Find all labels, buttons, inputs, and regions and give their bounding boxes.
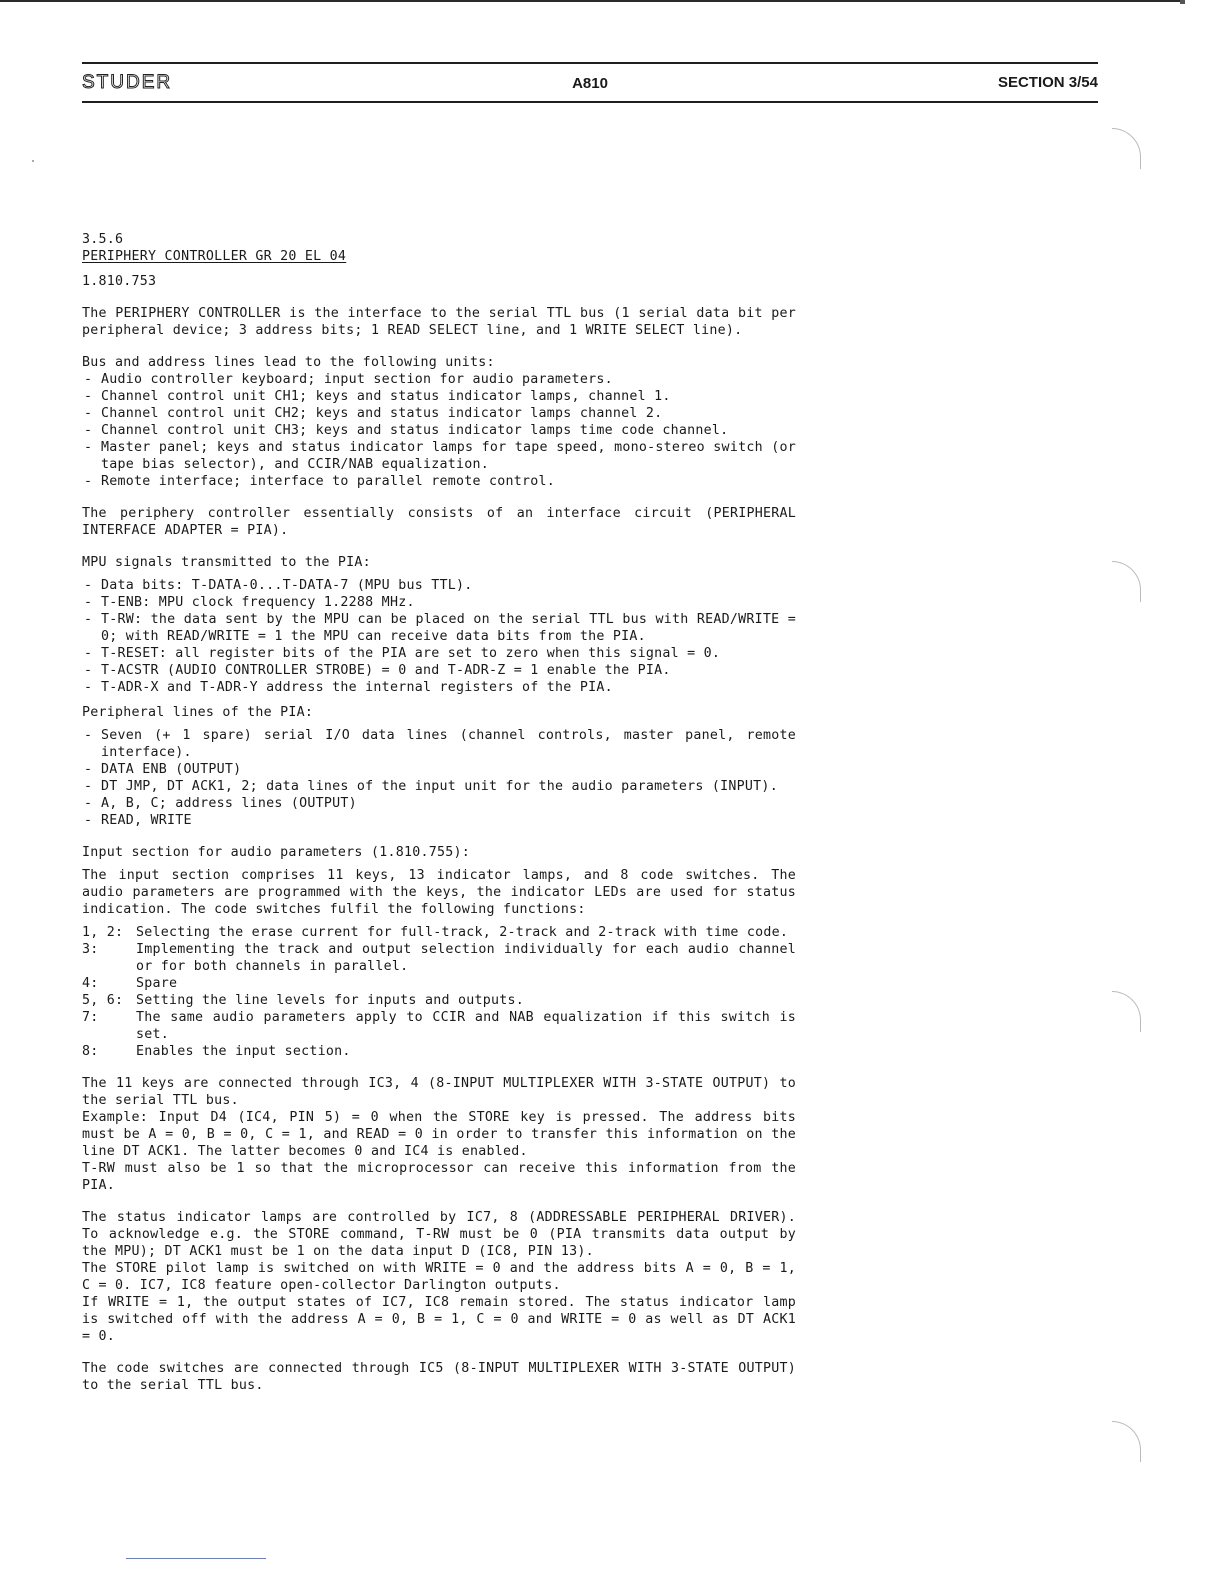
list-item: - Channel control unit CH3; keys and status indicator lamps time code channel. bbox=[82, 422, 796, 439]
function-key: 7: bbox=[82, 1010, 99, 1025]
function-item bbox=[82, 941, 796, 975]
header-rule-bottom bbox=[82, 101, 1098, 103]
list-item: - T-ENB: MPU clock frequency 1.2288 MHz. bbox=[82, 594, 796, 611]
brand-logo: STUDER bbox=[82, 72, 173, 93]
scan-mark bbox=[1180, 0, 1185, 4]
code-switches-paragraph: The code switches are connected through IC5 (8-INPUT MULTIPLEXER WITH 3-STATE OUTPUT) to the serial TTL bus. bbox=[82, 1361, 796, 1393]
scan-speck bbox=[32, 160, 34, 162]
function-text: Setting the line levels for inputs and outputs. bbox=[136, 993, 525, 1008]
list-item: - T-RW: the data sent by the MPU can be placed on the serial TTL bus with READ/WRITE = 0; with READ/WRITE = 1 the MPU can receive data bits from the PIA. bbox=[82, 611, 796, 645]
peripheral-list bbox=[82, 727, 796, 829]
bus-lead: Bus and address lines lead to the following units: bbox=[82, 355, 495, 370]
list-item: - DATA ENB (OUTPUT) bbox=[82, 761, 796, 778]
function-item bbox=[82, 975, 796, 992]
list-item: - READ, WRITE bbox=[82, 812, 796, 829]
list-item: - Remote interface; interface to parallel remote control. bbox=[82, 473, 796, 490]
list-item: - T-ADR-X and T-ADR-Y address the internal registers of the PIA. bbox=[82, 679, 796, 696]
input-paragraph: The input section comprises 11 keys, 13 indicator lamps, and 8 code switches. The audio parameters are programmed with the keys, the indicator LEDs are used for status indication. The code switches fulfil the following functions: bbox=[82, 868, 796, 917]
function-key: 4: bbox=[82, 976, 99, 991]
function-item bbox=[82, 924, 796, 941]
section-number: 3.5.6 bbox=[82, 232, 124, 247]
list-item: - Seven (+ 1 spare) serial I/O data lines (channel controls, master panel, remote interface). bbox=[82, 727, 796, 761]
list-item: - DT JMP, DT ACK1, 2; data lines of the input unit for the audio parameters (INPUT). bbox=[82, 778, 796, 795]
function-list bbox=[82, 924, 796, 1060]
binder-hole-mark bbox=[1112, 1421, 1141, 1462]
mpu-list bbox=[82, 577, 796, 696]
function-text: Selecting the erase current for full-track, 2-track and 2-track with time code. bbox=[136, 925, 789, 940]
mpu-lead: MPU signals transmitted to the PIA: bbox=[82, 555, 371, 570]
function-text: Spare bbox=[136, 976, 178, 991]
binder-hole-mark bbox=[1112, 128, 1141, 169]
keys-paragraph: The 11 keys are connected through IC3, 4 (8-INPUT MULTIPLEXER WITH 3-STATE OUTPUT) to the serial TTL bus. bbox=[82, 1076, 796, 1108]
periphery-paragraph: The periphery controller essentially consists of an interface circuit (PERIPHERAL INTERFACE ADAPTER = PIA). bbox=[82, 506, 796, 538]
list-item: - Audio controller keyboard; input section for audio parameters. bbox=[82, 371, 796, 388]
binder-hole-mark bbox=[1112, 561, 1141, 602]
peripheral-lead: Peripheral lines of the PIA: bbox=[82, 705, 314, 720]
list-item: - T-RESET: all register bits of the PIA are set to zero when this signal = 0. bbox=[82, 645, 796, 662]
function-text: Implementing the track and output selection individually for each audio channel or for both channels in parallel. bbox=[136, 942, 796, 974]
function-text: Enables the input section. bbox=[136, 1044, 351, 1059]
intro-paragraph: The PERIPHERY CONTROLLER is the interface to the serial TTL bus (1 serial data bit per peripheral device; 3 address bits; 1 READ SELECT line, and 1 WRITE SELECT line). bbox=[82, 306, 796, 338]
section-label: SECTION 3/54 bbox=[997, 74, 1098, 91]
function-key: 8: bbox=[82, 1044, 99, 1059]
function-key: 5, 6: bbox=[82, 993, 124, 1008]
scan-top-edge bbox=[0, 0, 1185, 2]
scan-bottom-mark bbox=[126, 1558, 266, 1559]
function-key: 3: bbox=[82, 942, 99, 957]
page-body bbox=[82, 231, 796, 1394]
list-item: - Data bits: T-DATA-0...T-DATA-7 (MPU bus TTL). bbox=[82, 577, 796, 594]
list-item: - A, B, C; address lines (OUTPUT) bbox=[82, 795, 796, 812]
function-item bbox=[82, 992, 796, 1009]
header-rule-top bbox=[82, 62, 1098, 64]
bus-list bbox=[82, 371, 796, 490]
input-lead: Input section for audio parameters (1.810.755): bbox=[82, 845, 471, 860]
lamps-write: If WRITE = 1, the output states of IC7, IC8 remain stored. The status indicator lamp is switched off with the address A = 0, B = 1, C = 0 and WRITE = 0 as well as DT ACK1 = 0. bbox=[82, 1295, 796, 1344]
function-key: 1, 2: bbox=[82, 925, 124, 940]
lamps-paragraph: The status indicator lamps are controlled by IC7, 8 (ADDRESSABLE PERIPHERAL DRIVER). To acknowledge e.g. the STORE command, T-RW must be 0 (PIA transmits data output by the MPU); DT ACK1 must be 1 on the data input D (IC8, PIN 13). bbox=[82, 1210, 796, 1259]
part-number: 1.810.753 bbox=[82, 274, 157, 289]
function-item bbox=[82, 1009, 796, 1043]
keys-note: T-RW must also be 1 so that the microprocessor can receive this information from the PIA. bbox=[82, 1161, 796, 1193]
lamps-store: The STORE pilot lamp is switched on with WRITE = 0 and the address bits A = 0, B = 1, C = 0. IC7, IC8 feature open-collector Darlington outputs. bbox=[82, 1261, 796, 1293]
list-item: - Channel control unit CH1; keys and status indicator lamps, channel 1. bbox=[82, 388, 796, 405]
function-item bbox=[82, 1043, 796, 1060]
model-label: A810 bbox=[572, 75, 608, 92]
list-item: - Channel control unit CH2; keys and status indicator lamps channel 2. bbox=[82, 405, 796, 422]
list-item: - Master panel; keys and status indicator lamps for tape speed, mono-stereo switch (or tape bias selector), and CCIR/NAB equalization. bbox=[82, 439, 796, 473]
section-title: PERIPHERY CONTROLLER GR 20 EL 04 bbox=[82, 249, 347, 264]
keys-example: Example: Input D4 (IC4, PIN 5) = 0 when the STORE key is pressed. The address bits must be A = 0, B = 0, C = 1, and READ = 0 in order to transfer this information on the line DT ACK1. The latter becomes 0 and IC4 is enabled. bbox=[82, 1110, 796, 1159]
list-item: - T-ACSTR (AUDIO CONTROLLER STROBE) = 0 and T-ADR-Z = 1 enable the PIA. bbox=[82, 662, 796, 679]
binder-hole-mark bbox=[1112, 991, 1141, 1032]
function-text: The same audio parameters apply to CCIR and NAB equalization if this switch is set. bbox=[136, 1010, 796, 1042]
